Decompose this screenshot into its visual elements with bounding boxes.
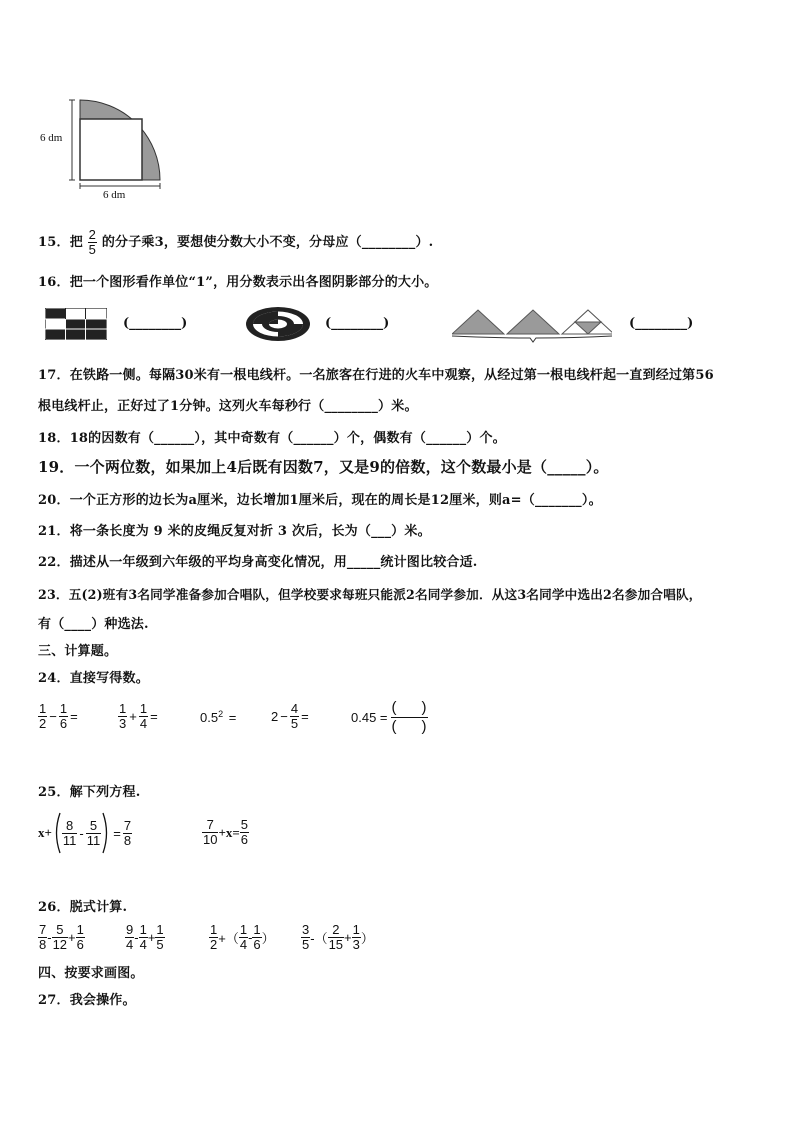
question-15	[38, 228, 433, 257]
q26-e2-c-den: 5	[156, 937, 164, 952]
q26-e2-c-num: 1	[156, 922, 164, 937]
q15-number: 15．	[38, 235, 70, 250]
q26-e3-c-num: 1	[253, 922, 261, 937]
q24-e4-b-den: 5	[290, 716, 299, 731]
q26-e1-op1: -	[47, 930, 52, 945]
q26-e2-a-num: 9	[126, 922, 134, 937]
q15-frac-num: 2	[88, 227, 97, 242]
question-27: 27．我会操作。	[38, 993, 136, 1008]
question-24-title: 24．直接写得数。	[38, 671, 149, 686]
q26-e1-c-num: 1	[76, 922, 84, 937]
q26-e2-frac-b	[139, 923, 148, 952]
q26-e2-frac-a	[125, 923, 134, 952]
q24-e2-a-num: 1	[119, 701, 127, 716]
q26-e4-frac-c	[352, 923, 361, 952]
q24-e5-a: 0.45 =	[351, 710, 388, 725]
q26-e4-c-den: 3	[352, 937, 360, 952]
q26-e4-frac-a	[301, 923, 310, 952]
three-triangles-figure	[452, 308, 612, 344]
question-21: 21．将一条长度为 9 米的皮绳反复对折 3 次后，长为（___）米。	[38, 524, 431, 539]
q24-e1-eq: =	[70, 709, 78, 724]
q25-eq2-a-den: 10	[203, 832, 218, 847]
q26-e2-frac-c	[155, 923, 164, 952]
q26-e2-op1: -	[134, 930, 139, 945]
q26-e3-b-den: 4	[239, 937, 248, 952]
q26-e4-op2: +	[344, 930, 352, 945]
q25-equation-1	[38, 812, 132, 854]
q24-e4-eq: =	[301, 709, 309, 724]
q26-e3-close: ）	[261, 931, 275, 946]
q16-target-figure	[245, 306, 311, 346]
left-paren-icon	[52, 812, 62, 854]
q26-e3-frac-c	[252, 923, 261, 952]
q16-answer-2: (________)	[325, 316, 390, 331]
question-23-line-2: 有（____）种选法.	[38, 617, 149, 632]
question-25-title: 25．解下列方程.	[38, 785, 141, 800]
q15-fraction	[88, 228, 97, 257]
q24-e2-eq: =	[150, 709, 158, 724]
q24-expression-2	[118, 702, 160, 731]
q24-e1-b-num: 1	[59, 701, 68, 716]
q26-e2-b-num: 1	[139, 922, 147, 937]
q24-e1-a-den: 2	[39, 716, 47, 731]
q25-eq1-r-num: 7	[123, 817, 132, 833]
q16-triangles-figure	[452, 308, 612, 348]
question-22: 22．描述从一年级到六年级的平均身高变化情况，用_____统计图比较合适.	[38, 555, 478, 570]
q25-eq2-r-num: 5	[240, 817, 249, 832]
q26-e1-b-num: 5	[52, 923, 68, 938]
q25-eq1-x: x+	[38, 825, 52, 840]
q16-grid-figure	[45, 308, 107, 344]
q24-expression-1	[38, 702, 80, 731]
figure-label-bottom: 6 dm	[103, 189, 126, 201]
q24-e4-b-num: 4	[290, 701, 299, 716]
q26-e3-a-num: 1	[210, 922, 218, 937]
q24-e5-den: ( )	[391, 718, 427, 735]
q25-equation-2	[202, 818, 249, 847]
section-3-heading: 三、计算题。	[38, 644, 118, 659]
section-4-heading: 四、按要求画图。	[38, 966, 144, 981]
q24-e4-op: −	[280, 709, 288, 724]
q24-expression-3	[200, 710, 238, 725]
q26-expression-1	[38, 923, 85, 952]
q24-e1-op: −	[49, 709, 57, 724]
q26-e3-op1: +（	[218, 931, 239, 946]
q15-frac-den: 5	[88, 242, 97, 257]
q26-e4-c-num: 1	[352, 922, 360, 937]
q25-eq1-a-num: 8	[62, 819, 78, 834]
q16-answer-3: (________)	[629, 316, 694, 331]
q26-expression-3	[209, 923, 275, 952]
q24-e3-exp: 2	[218, 708, 224, 719]
q24-e4-frac-b	[290, 702, 299, 731]
q25-eq2-frac-r	[240, 818, 249, 847]
question-20: 20．一个正方形的边长为a厘米，边长增加1厘米后，现在的周长是12厘米，则a=（_______）。	[38, 493, 602, 508]
q26-e1-a-den: 8	[39, 937, 47, 952]
q26-e3-b-num: 1	[239, 922, 248, 937]
q25-eq1-frac-a	[62, 819, 78, 848]
q26-e2-a-den: 4	[126, 937, 134, 952]
q24-e1-b-den: 6	[59, 716, 68, 731]
q24-expression-5	[351, 699, 428, 736]
q26-e1-frac-a	[38, 923, 47, 952]
shaded-grid-rectangle	[45, 308, 107, 340]
q26-e4-close: ）	[360, 931, 374, 946]
q25-eq1-frac-r	[123, 819, 132, 848]
q24-e2-op: +	[129, 709, 137, 724]
q26-e4-b-den: 15	[328, 937, 344, 952]
q24-e1-a-num: 1	[39, 701, 47, 716]
q16-answer-1: (________)	[123, 316, 188, 331]
question-19: 19．一个两位数，如果加上4后既有因数7，又是9的倍数，这个数最小是（_____）。	[38, 458, 609, 476]
q26-e1-op2: +	[68, 930, 76, 945]
q26-e4-b-num: 2	[328, 923, 344, 938]
q26-e4-a-den: 5	[302, 937, 310, 952]
q24-e2-frac-b	[139, 702, 148, 731]
q24-e5-frac	[391, 699, 428, 736]
q26-e1-frac-c	[76, 923, 85, 952]
q25-eq2-a-num: 7	[202, 818, 218, 833]
question-16: 16．把一个图形看作单位“1”，用分数表示出各图阴影部分的大小。	[38, 275, 438, 290]
q24-e2-b-num: 1	[139, 701, 148, 716]
concentric-ellipse-target	[245, 306, 311, 342]
q24-expression-4	[271, 702, 311, 731]
q26-e3-frac-a	[209, 923, 218, 952]
quarter-circle-diagram	[38, 94, 168, 204]
q24-e3-eq: =	[225, 710, 237, 725]
q26-e3-a-den: 2	[210, 937, 218, 952]
q26-expression-4	[301, 923, 374, 952]
question-17-line-2: 根电线杆止，正好过了1分钟。这列火车每秒行（________）米。	[38, 399, 418, 414]
q26-e1-a-num: 7	[39, 922, 47, 937]
quarter-circle-figure	[38, 94, 168, 204]
q26-expression-2	[125, 923, 165, 952]
q25-eq1-a-den: 11	[62, 832, 77, 848]
q26-e2-op2: +	[147, 930, 156, 945]
q25-eq1-b-den: 11	[86, 832, 101, 848]
q26-e4-frac-b	[328, 923, 344, 952]
q25-eq1-r-den: 8	[123, 832, 132, 848]
q24-e3-base: 0.5	[200, 710, 219, 725]
q24-e1-frac-a	[38, 702, 47, 731]
q24-e1-frac-b	[59, 702, 68, 731]
question-26-title: 26．脱式计算.	[38, 900, 128, 915]
q26-e3-op2: -	[248, 930, 253, 945]
q26-e1-b-den: 12	[52, 937, 68, 952]
q26-e4-a-num: 3	[302, 922, 310, 937]
question-18: 18．18的因数有（______），其中奇数有（______）个，偶数有（______）个。	[38, 431, 506, 446]
q25-eq1-frac-b	[86, 819, 102, 848]
q25-eq1-eq: =	[113, 825, 121, 841]
q25-eq2-mid: +x=	[218, 824, 240, 840]
right-paren-icon	[101, 812, 111, 854]
q24-e2-a-den: 3	[119, 716, 127, 731]
q24-e2-b-den: 4	[139, 716, 148, 731]
q25-eq1-op: -	[79, 825, 84, 841]
q25-eq2-frac-a	[202, 818, 218, 847]
q25-eq1-b-num: 5	[86, 819, 102, 834]
q26-e3-frac-b	[239, 923, 248, 952]
q24-e2-frac-a	[118, 702, 127, 731]
question-23-line-1: 23．五(2)班有3名同学准备参加合唱队，但学校要求每班只能派2名同学参加．从这3名同学中选出2名参加合唱队，	[38, 587, 702, 602]
q24-e5-num: ( )	[391, 699, 427, 716]
question-17-line-1: 17．在铁路一侧。每隔30米有一根电线杆。一名旅客在行进的火车中观察，从经过第一根电线杆起一直到经过第56	[38, 368, 714, 383]
q26-e1-c-den: 6	[76, 937, 84, 952]
q15-text: 的分子乘3，要想使分数大小不变，分母应（________）.	[101, 235, 434, 250]
q26-e1-frac-b	[52, 923, 68, 952]
q15-prefix: 把	[69, 235, 83, 250]
q26-e2-b-den: 4	[139, 937, 147, 952]
q24-e4-a: 2	[271, 709, 279, 724]
q26-e4-op1: -（	[310, 931, 328, 946]
figure-label-left: 6 dm	[40, 132, 63, 144]
q25-eq2-r-den: 6	[240, 832, 249, 847]
q26-e3-c-den: 6	[253, 937, 261, 952]
